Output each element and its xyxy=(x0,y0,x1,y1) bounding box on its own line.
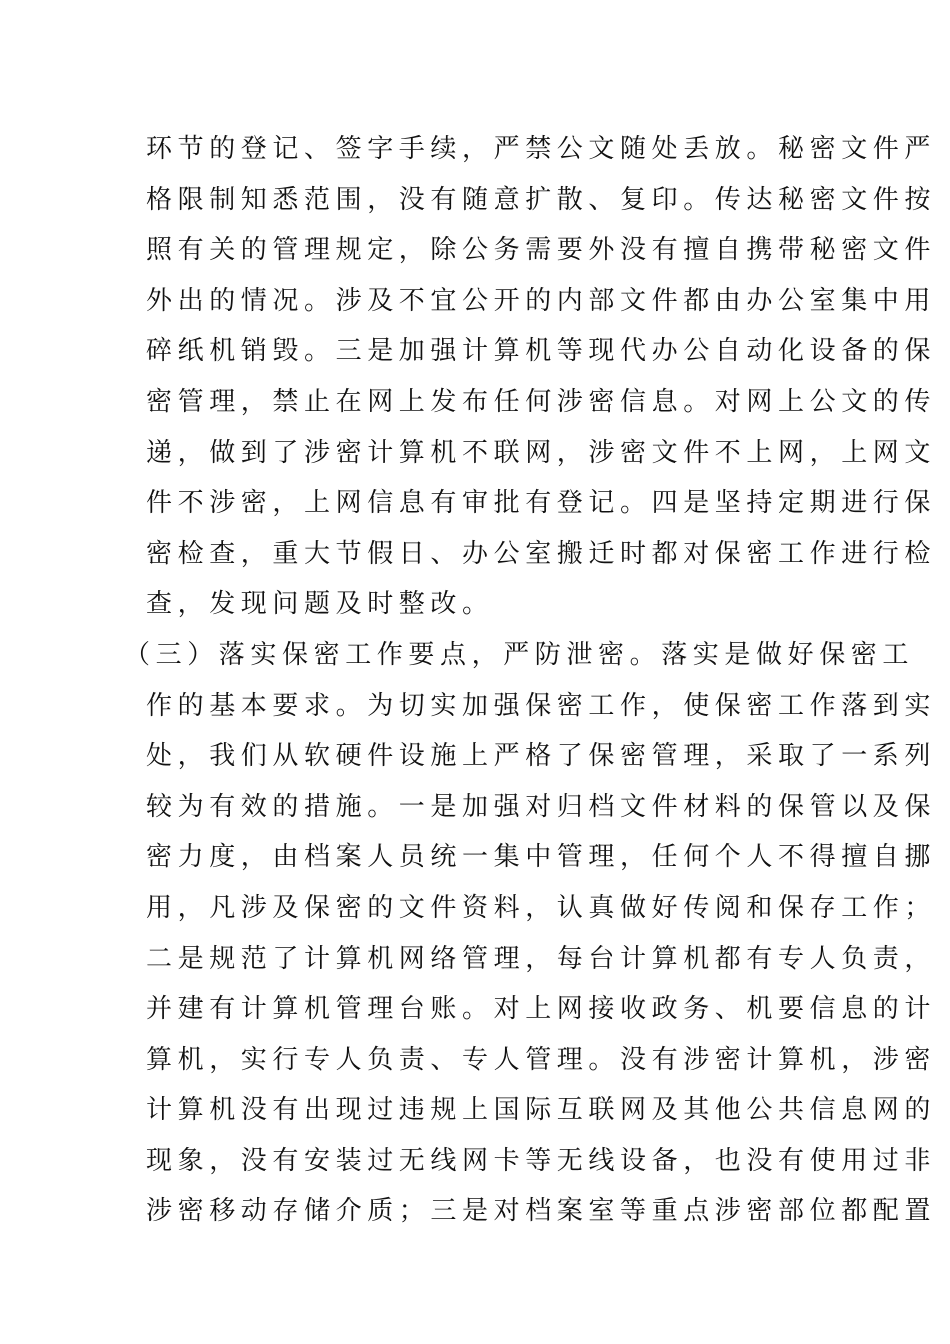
text-line: 照有关的管理规定，除公务需要外没有擅自携带秘密文件 xyxy=(146,235,937,266)
text-line: 外出的情况。涉及不宜公开的内部文件都由办公室集中用 xyxy=(146,285,937,316)
text-line: 件不涉密，上网信息有审批有登记。四是坚持定期进行保 xyxy=(146,488,937,519)
text-line: 密管理，禁止在网上发布任何涉密信息。对网上公文的传 xyxy=(146,386,937,417)
text-line: 计算机没有出现过违规上国际互联网及其他公共信息网的 xyxy=(146,1095,937,1126)
text-line: 递，做到了涉密计算机不联网，涉密文件不上网，上网文 xyxy=(146,437,937,468)
text-line: 密力度，由档案人员统一集中管理，任何个人不得擅自挪 xyxy=(146,842,937,873)
body-text xyxy=(124,124,937,1237)
text-line: 处，我们从软硬件设施上严格了保密管理，采取了一系列 xyxy=(146,741,937,772)
section-heading-line: （三）落实保密工作要点，严防泄密。落实是做好保密工 xyxy=(124,639,915,670)
text-line: 密检查，重大节假日、办公室搬迁时都对保密工作进行检 xyxy=(146,538,937,569)
text-line: 碎纸机销毁。三是加强计算机等现代办公自动化设备的保 xyxy=(146,336,937,367)
text-line: 并建有计算机管理台账。对上网接收政务、机要信息的计 xyxy=(146,994,937,1025)
text-line: 格限制知悉范围，没有随意扩散、复印。传达秘密文件按 xyxy=(146,184,937,215)
text-line: 查，发现问题及时整改。 xyxy=(146,589,494,620)
text-line: 环节的登记、签字手续，严禁公文随处丢放。秘密文件严 xyxy=(146,134,937,164)
text-line: 用，凡涉及保密的文件资料，认真做好传阅和保存工作； xyxy=(146,892,937,923)
text-line: 作的基本要求。为切实加强保密工作，使保密工作落到实 xyxy=(146,690,937,721)
text-line: 算机，实行专人负责、专人管理。没有涉密计算机，涉密 xyxy=(146,1044,937,1075)
text-line: 较为有效的措施。一是加强对归档文件材料的保管以及保 xyxy=(146,791,937,822)
text-line: 现象，没有安装过无线网卡等无线设备，也没有使用过非 xyxy=(146,1145,937,1176)
text-line: 涉密移动存储介质；三是对档案室等重点涉密部位都配置 xyxy=(146,1196,937,1227)
text-line: 二是规范了计算机网络管理，每台计算机都有专人负责， xyxy=(146,943,937,974)
